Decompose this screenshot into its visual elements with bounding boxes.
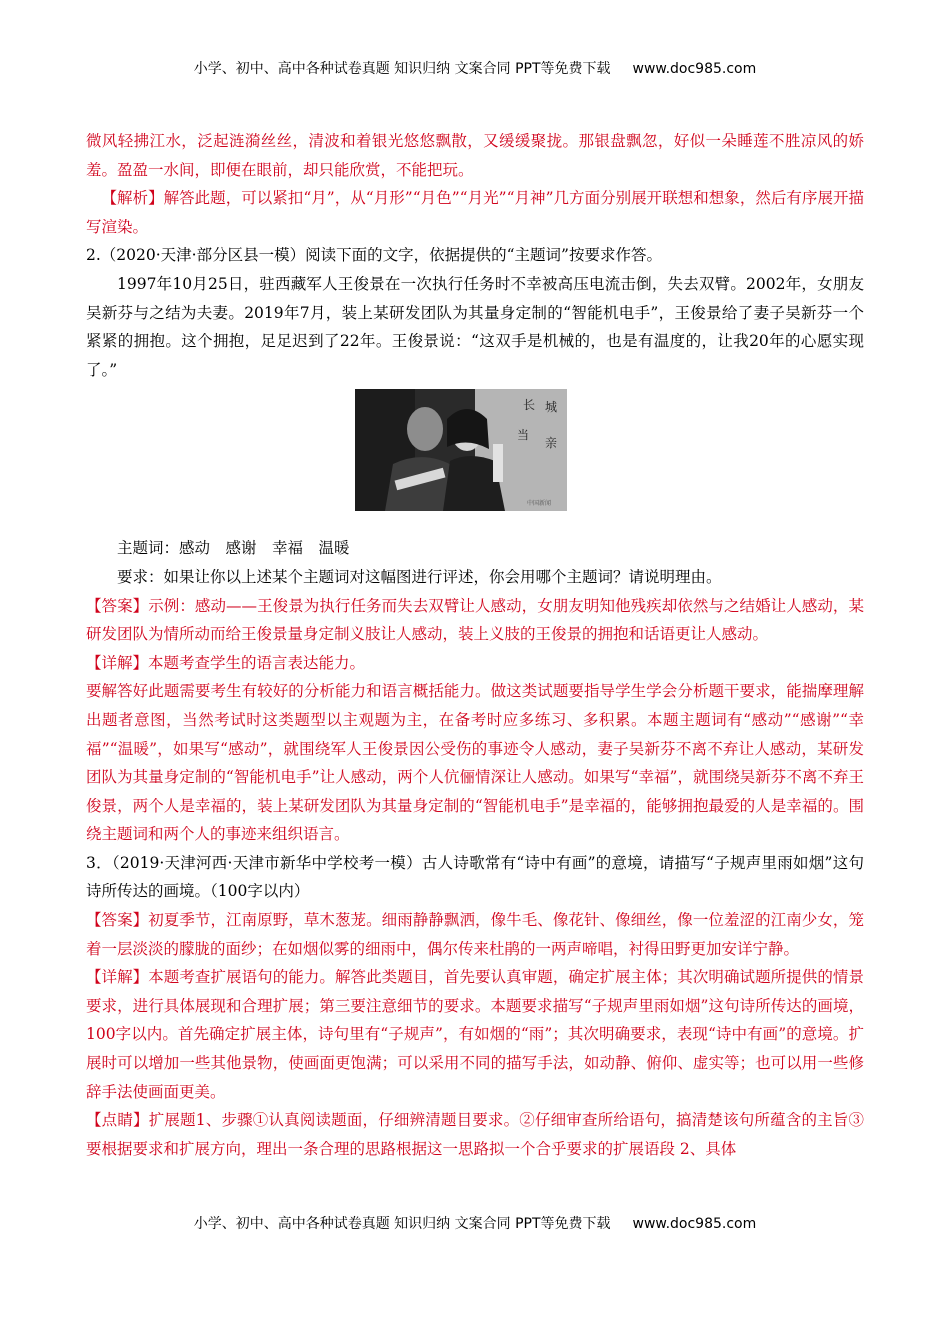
answer-paragraph	[86, 592, 864, 649]
answer-text: 示例：感动——王俊景为执行任务而失去双臂让人感动，女朋友明知他残疾却依然与之结婚让人感动，某研发团队为情所动而给王俊景量身定制义肢让人感动，装上义肢的王俊景的拥抱和话语更让人感动。	[86, 596, 864, 644]
page-header	[0, 58, 950, 78]
wall-sign-char-2: 城	[545, 400, 558, 414]
wall-sign-char-4: 亲	[545, 436, 558, 450]
robotic-hand	[493, 444, 503, 482]
page-footer	[0, 1213, 950, 1233]
wall-sign-char-3: 当	[517, 428, 530, 442]
dianjing-text: 扩展题1、步骤①认真阅读题面，仔细辨清题目要求。②仔细审查所给语句，搞清楚该句所蕴含的主旨③要根据要求和扩展方向，理出一条合理的思路根据这一思路拟一个合乎要求的扩展语段 2、具体	[86, 1111, 864, 1158]
header-url[interactable]: www.doc985.com	[632, 61, 757, 77]
requirement-line: 要求：如果让你以上述某个主题词对这幅图进行评述，你会用哪个主题词？请说明理由。	[117, 567, 722, 586]
detail-label: 【详解】	[86, 653, 149, 672]
detail-2-label: 【详解】	[86, 968, 149, 987]
wall-sign-char-1: 长	[523, 398, 536, 412]
footer-url[interactable]: www.doc985.com	[632, 1216, 757, 1232]
header-text: 小学、初中、高中各种试卷真题 知识归纳 文案合同 PPT等免费下载	[193, 61, 611, 77]
detail-text: 本题考查学生的语言表达能力。	[148, 653, 366, 672]
essay-paragraph: 微风轻拂江水，泛起涟漪丝丝，清波和着银光悠悠飘散，又缓缓聚拢。那银盘飘忽，好似一朵睡莲不胜凉风的娇羞。盈盈一水间，即便在眼前，却只能欣赏，不能把玩。	[86, 132, 864, 179]
detail-2-text: 本题考查扩展语句的能力。解答此类题目，首先要认真审题，确定扩展主体；其次明确试题所提供的情景要求，进行具体展现和合理扩展；第三要注意细节的要求。本题要求描写“子规声里雨如烟”这句诗所传达的画境，100字以内。首先确定扩展主体，诗句里有“子规声”，有如烟的“雨”；其次明确要求，表现“诗中有画”的意境。扩展时可以增加一些其他景物，使画面更饱满；可以采用不同的描写手法，如动静、俯仰、虚实等；也可以用一些修辞手法使画面更美。	[86, 968, 864, 1101]
detail-2-paragraph	[86, 963, 864, 1106]
man-head	[407, 407, 443, 451]
analysis-paragraph	[86, 184, 864, 241]
dianjing-paragraph	[86, 1106, 864, 1163]
news-photo	[355, 389, 567, 511]
analysis-label: 【解析】	[101, 189, 164, 208]
footer-text: 小学、初中、高中各种试卷真题 知识归纳 文案合同 PPT等免费下载	[193, 1216, 611, 1232]
analysis-text: 解答此题，可以紧扣“月”，从“月形”“月色”“月光”“月神”几方面分别展开联想和想象，然后有序展开描写渲染。	[86, 189, 864, 236]
answer-2-label: 【答案】	[86, 911, 149, 930]
detail-heading	[86, 649, 864, 678]
page-content	[86, 127, 864, 1163]
question-2-passage: 1997年10月25日，驻西藏军人王俊景在一次执行任务时不幸被高压电流击倒，失去双臂。2002年，女朋友吴新芬与之结为夫妻。2019年7月，装上某研发团队为其量身定制的“智能机电手”，王俊景给了妻子吴新芬一个紧紧的拥抱。这个拥抱，足足迟到了22年。王俊景说：“这双手是机械的，也是有温度的，让我20年的心愿实现了。”	[86, 274, 864, 379]
answer-label: 【答案】	[86, 596, 149, 615]
keywords-line: 主题词：感动 感谢 幸福 温暖	[117, 539, 350, 558]
dianjing-label: 【点睛】	[86, 1111, 149, 1130]
detail-body: 要解答好此题需要考生有较好的分析能力和语言概括能力。做这类试题要指导学生学会分析题干要求，能揣摩理解出题者意图，当然考试时这类题型以主观题为主，在备考时应多练习、多积累。本题主题词有“感动”“感谢”“幸福”“温暖”，如果写“感动”，就围绕军人王俊景因公受伤的事迹令人感动，妻子吴新芬不离不弃让人感动，某研发团队为其量身定制的“智能机电手”让人感动，两个人伉俪情深让人感动。如果写“幸福”，就围绕吴新芬不离不弃王俊景，两个人是幸福的，装上某研发团队为其量身定制的“智能机电手”是幸福的，能够拥抱最爱的人是幸福的。围绕主题词和两个人的事迹来组织语言。	[86, 682, 864, 844]
question-2-title: 2.（2020·天津·部分区县一模）阅读下面的文字，依据提供的“主题词”按要求作答。	[86, 246, 662, 265]
answer-2-paragraph	[86, 906, 864, 963]
photo-watermark: 中国新闻	[527, 500, 552, 507]
question-3-title: 3．（2019·天津河西·天津市新华中学校考一模）古人诗歌常有“诗中有画”的意境，请描写“子规声里雨如烟”这句诗所传达的画境。（100字以内）	[86, 853, 864, 901]
answer-2-text: 初夏季节，江南原野，草木葱茏。细雨静静飘洒，像牛毛、像花针、像细丝，像一位羞涩的江南少女，笼着一层淡淡的朦胧的面纱；在如烟似雾的细雨中，偶尔传来杜鹃的一两声啼唱，衬得田野更加安详宁静。	[86, 911, 864, 958]
